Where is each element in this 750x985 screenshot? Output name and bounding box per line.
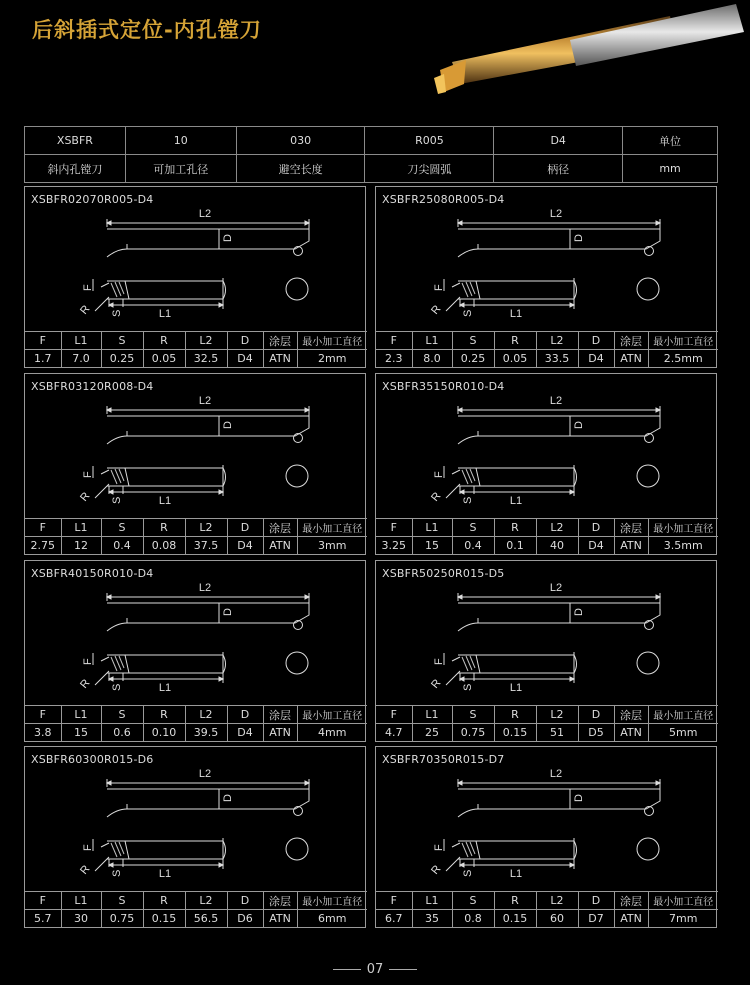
spec-value-cell: 40 — [536, 537, 578, 555]
spec-value-cell: ATN — [263, 910, 297, 928]
spec-value-cell: 3.5mm — [648, 537, 718, 555]
spec-value-cell: 32.5 — [185, 350, 227, 368]
spec-header-cell: D — [578, 519, 614, 537]
spec-value-cell: ATN — [263, 350, 297, 368]
code-meaning-cell: 避空长度 — [236, 155, 365, 183]
spec-header-cell: L2 — [185, 332, 227, 350]
spec-table — [25, 891, 367, 927]
spec-value-cell: 2.5mm — [648, 350, 718, 368]
spec-value-cell: 0.05 — [143, 350, 185, 368]
spec-header-cell: L2 — [185, 892, 227, 910]
dim-label-l2: L2 — [549, 208, 563, 220]
dim-label-r: R — [78, 863, 93, 877]
spec-value-cell: 60 — [536, 910, 578, 928]
spec-header-cell: 最小加工直径 — [297, 519, 367, 537]
spec-value-cell: 0.25 — [452, 350, 494, 368]
spec-header-cell: L1 — [61, 706, 101, 724]
spec-header-cell: F — [376, 706, 412, 724]
dim-label-s: S — [462, 496, 474, 504]
spec-header-cell: D — [227, 706, 263, 724]
code-cell: XSBFR — [25, 127, 126, 155]
dim-label-l1: L1 — [509, 308, 523, 320]
spec-value-cell: D5 — [578, 724, 614, 742]
spec-table — [376, 891, 718, 927]
code-meaning-cell: mm — [623, 155, 718, 183]
code-cell: 030 — [236, 127, 365, 155]
spec-header-cell: R — [494, 519, 536, 537]
spec-header-cell: F — [376, 519, 412, 537]
spec-value-cell: 25 — [412, 724, 452, 742]
spec-header-cell: 涂层 — [263, 519, 297, 537]
spec-table — [376, 331, 718, 367]
spec-value-cell: 0.15 — [494, 724, 536, 742]
spec-value-cell: ATN — [263, 724, 297, 742]
model-number: XSBFR03120R008-D4 — [31, 380, 154, 393]
spec-header-cell: R — [494, 892, 536, 910]
spec-header-cell: 涂层 — [263, 332, 297, 350]
spec-table — [376, 518, 718, 554]
spec-value-cell: ATN — [614, 537, 648, 555]
code-meaning-cell: 斜内孔镗刀 — [25, 155, 126, 183]
product-card — [24, 186, 366, 368]
spec-value-cell: ATN — [614, 724, 648, 742]
page-number — [0, 962, 750, 977]
spec-value-cell: D4 — [227, 350, 263, 368]
spec-header-cell: S — [452, 706, 494, 724]
dim-label-r: R — [429, 490, 444, 504]
product-card — [375, 746, 717, 928]
spec-value-cell: 35 — [412, 910, 452, 928]
spec-header-cell: L2 — [536, 892, 578, 910]
spec-header-cell: D — [578, 892, 614, 910]
model-number: XSBFR40150R010-D4 — [31, 567, 154, 580]
dim-label-f: F — [433, 284, 445, 291]
spec-header-cell: S — [101, 706, 143, 724]
dim-label-l2: L2 — [198, 768, 212, 780]
spec-header-cell: L2 — [185, 706, 227, 724]
dim-label-d: D — [573, 794, 585, 802]
spec-header-cell: L1 — [412, 706, 452, 724]
spec-header-cell: F — [25, 519, 61, 537]
dim-label-r: R — [78, 677, 93, 691]
spec-value-cell: 37.5 — [185, 537, 227, 555]
spec-header-cell: 最小加工直径 — [297, 706, 367, 724]
dim-label-l1: L1 — [158, 308, 172, 320]
dim-label-s: S — [462, 683, 474, 691]
spec-table — [25, 705, 367, 741]
spec-header-cell: S — [452, 519, 494, 537]
model-number: XSBFR35150R010-D4 — [382, 380, 505, 393]
dim-label-l2: L2 — [549, 395, 563, 407]
model-number: XSBFR50250R015-D5 — [382, 567, 505, 580]
spec-table — [25, 331, 367, 367]
spec-header-cell: S — [101, 332, 143, 350]
spec-value-cell: 4mm — [297, 724, 367, 742]
dim-label-l1: L1 — [158, 682, 172, 694]
dim-label-d: D — [222, 794, 234, 802]
spec-value-cell: 0.15 — [494, 910, 536, 928]
model-number: XSBFR02070R005-D4 — [31, 193, 154, 206]
spec-header-cell: L1 — [61, 332, 101, 350]
spec-header-cell: R — [143, 892, 185, 910]
spec-value-cell: ATN — [614, 910, 648, 928]
code-meaning-cell: 可加工孔径 — [125, 155, 236, 183]
spec-value-cell: 12 — [61, 537, 101, 555]
spec-value-cell: 39.5 — [185, 724, 227, 742]
spec-header-cell: 最小加工直径 — [648, 706, 718, 724]
spec-header-cell: D — [578, 706, 614, 724]
spec-value-cell: 0.10 — [143, 724, 185, 742]
spec-value-cell: 2.3 — [376, 350, 412, 368]
dim-label-f: F — [433, 658, 445, 665]
dim-label-d: D — [222, 608, 234, 616]
spec-value-cell: 15 — [412, 537, 452, 555]
spec-header-cell: F — [25, 892, 61, 910]
product-card — [24, 746, 366, 928]
spec-header-cell: 涂层 — [614, 519, 648, 537]
spec-header-cell: 涂层 — [263, 706, 297, 724]
spec-header-cell: F — [25, 706, 61, 724]
dim-label-s: S — [111, 309, 123, 317]
product-card — [24, 560, 366, 742]
spec-header-cell: S — [101, 892, 143, 910]
spec-header-cell: L2 — [536, 519, 578, 537]
product-card — [24, 373, 366, 555]
spec-value-cell: ATN — [614, 350, 648, 368]
dim-label-l1: L1 — [158, 868, 172, 880]
dim-label-s: S — [111, 869, 123, 877]
dim-label-l1: L1 — [509, 682, 523, 694]
spec-header-cell: 涂层 — [614, 892, 648, 910]
spec-value-cell: 0.05 — [494, 350, 536, 368]
dim-label-s: S — [111, 496, 123, 504]
spec-value-cell: 7mm — [648, 910, 718, 928]
spec-header-cell: D — [578, 332, 614, 350]
dim-label-r: R — [429, 303, 444, 317]
spec-header-cell: R — [494, 332, 536, 350]
spec-value-cell: D4 — [578, 537, 614, 555]
dim-label-f: F — [82, 844, 94, 851]
spec-value-cell: D4 — [578, 350, 614, 368]
spec-value-cell: 6.7 — [376, 910, 412, 928]
dim-label-s: S — [462, 309, 474, 317]
spec-header-cell: L2 — [536, 332, 578, 350]
spec-value-cell: 0.4 — [101, 537, 143, 555]
spec-value-cell: D7 — [578, 910, 614, 928]
spec-value-cell: 51 — [536, 724, 578, 742]
dim-label-r: R — [429, 863, 444, 877]
spec-value-cell: 33.5 — [536, 350, 578, 368]
product-card — [375, 560, 717, 742]
dim-label-l2: L2 — [549, 768, 563, 780]
spec-value-cell: 0.25 — [101, 350, 143, 368]
spec-header-cell: S — [452, 892, 494, 910]
code-meaning-cell: 柄径 — [494, 155, 623, 183]
dim-label-l2: L2 — [198, 582, 212, 594]
product-card — [375, 186, 717, 368]
spec-value-cell: 0.75 — [101, 910, 143, 928]
dim-label-f: F — [82, 658, 94, 665]
dim-label-d: D — [222, 234, 234, 242]
dim-label-s: S — [462, 869, 474, 877]
dim-label-f: F — [82, 471, 94, 478]
dim-label-l2: L2 — [549, 582, 563, 594]
spec-value-cell: 8.0 — [412, 350, 452, 368]
dim-label-l2: L2 — [198, 208, 212, 220]
dim-label-l1: L1 — [158, 495, 172, 507]
spec-header-cell: L1 — [412, 332, 452, 350]
spec-header-cell: 涂层 — [614, 332, 648, 350]
spec-value-cell: 3mm — [297, 537, 367, 555]
spec-header-cell: 最小加工直径 — [297, 332, 367, 350]
spec-value-cell: 7.0 — [61, 350, 101, 368]
spec-value-cell: D6 — [227, 910, 263, 928]
dim-label-r: R — [429, 677, 444, 691]
spec-header-cell: S — [101, 519, 143, 537]
spec-value-cell: D4 — [227, 724, 263, 742]
spec-header-cell: L2 — [185, 519, 227, 537]
spec-value-cell: 56.5 — [185, 910, 227, 928]
spec-value-cell: ATN — [263, 537, 297, 555]
spec-table — [376, 705, 718, 741]
spec-value-cell: 30 — [61, 910, 101, 928]
spec-value-cell: 0.8 — [452, 910, 494, 928]
spec-value-cell: 0.15 — [143, 910, 185, 928]
spec-value-cell: D4 — [227, 537, 263, 555]
spec-value-cell: 0.4 — [452, 537, 494, 555]
spec-header-cell: L1 — [61, 519, 101, 537]
spec-header-cell: F — [25, 332, 61, 350]
spec-value-cell: 2.75 — [25, 537, 61, 555]
spec-header-cell: S — [452, 332, 494, 350]
dim-label-l1: L1 — [509, 495, 523, 507]
spec-header-cell: D — [227, 519, 263, 537]
dim-label-s: S — [111, 683, 123, 691]
model-number: XSBFR70350R015-D7 — [382, 753, 505, 766]
spec-value-cell: 3.25 — [376, 537, 412, 555]
dim-label-r: R — [78, 490, 93, 504]
page-title: 后斜插式定位-内孔镗刀 — [32, 18, 262, 42]
spec-value-cell: 15 — [61, 724, 101, 742]
code-cell: 10 — [125, 127, 236, 155]
spec-value-cell: 6mm — [297, 910, 367, 928]
model-number: XSBFR25080R005-D4 — [382, 193, 505, 206]
spec-value-cell: 0.1 — [494, 537, 536, 555]
spec-header-cell: F — [376, 892, 412, 910]
spec-value-cell: 5.7 — [25, 910, 61, 928]
spec-header-cell: 涂层 — [263, 892, 297, 910]
dim-label-d: D — [573, 608, 585, 616]
spec-header-cell: L2 — [536, 706, 578, 724]
dim-label-r: R — [78, 303, 93, 317]
spec-value-cell: 2mm — [297, 350, 367, 368]
spec-value-cell: 0.6 — [101, 724, 143, 742]
dim-label-f: F — [433, 471, 445, 478]
spec-value-cell: 5mm — [648, 724, 718, 742]
spec-table — [25, 518, 367, 554]
spec-value-cell: 0.08 — [143, 537, 185, 555]
spec-header-cell: 涂层 — [614, 706, 648, 724]
product-card — [375, 373, 717, 555]
spec-header-cell: 最小加工直径 — [648, 519, 718, 537]
dim-label-d: D — [573, 234, 585, 242]
spec-header-cell: F — [376, 332, 412, 350]
dim-label-f: F — [433, 844, 445, 851]
code-cell: D4 — [494, 127, 623, 155]
code-cell: R005 — [365, 127, 494, 155]
code-meaning-cell: 刀尖圆弧 — [365, 155, 494, 183]
code-cell: 单位 — [623, 127, 718, 155]
spec-header-cell: D — [227, 892, 263, 910]
spec-header-cell: R — [494, 706, 536, 724]
spec-value-cell: 1.7 — [25, 350, 61, 368]
spec-value-cell: 3.8 — [25, 724, 61, 742]
spec-header-cell: 最小加工直径 — [297, 892, 367, 910]
dim-label-d: D — [573, 421, 585, 429]
dim-label-l2: L2 — [198, 395, 212, 407]
spec-header-cell: D — [227, 332, 263, 350]
spec-header-cell: 最小加工直径 — [648, 892, 718, 910]
boring-tool-image — [430, 0, 750, 100]
spec-header-cell: R — [143, 332, 185, 350]
spec-header-cell: L1 — [412, 519, 452, 537]
spec-header-cell: L1 — [61, 892, 101, 910]
dim-label-l1: L1 — [509, 868, 523, 880]
spec-header-cell: 最小加工直径 — [648, 332, 718, 350]
spec-header-cell: R — [143, 519, 185, 537]
dim-label-d: D — [222, 421, 234, 429]
spec-header-cell: R — [143, 706, 185, 724]
spec-value-cell: 4.7 — [376, 724, 412, 742]
naming-code-table — [24, 126, 718, 183]
page-number-text: 07 — [366, 962, 384, 977]
spec-header-cell: L1 — [412, 892, 452, 910]
spec-value-cell: 0.75 — [452, 724, 494, 742]
model-number: XSBFR60300R015-D6 — [31, 753, 154, 766]
dim-label-f: F — [82, 284, 94, 291]
